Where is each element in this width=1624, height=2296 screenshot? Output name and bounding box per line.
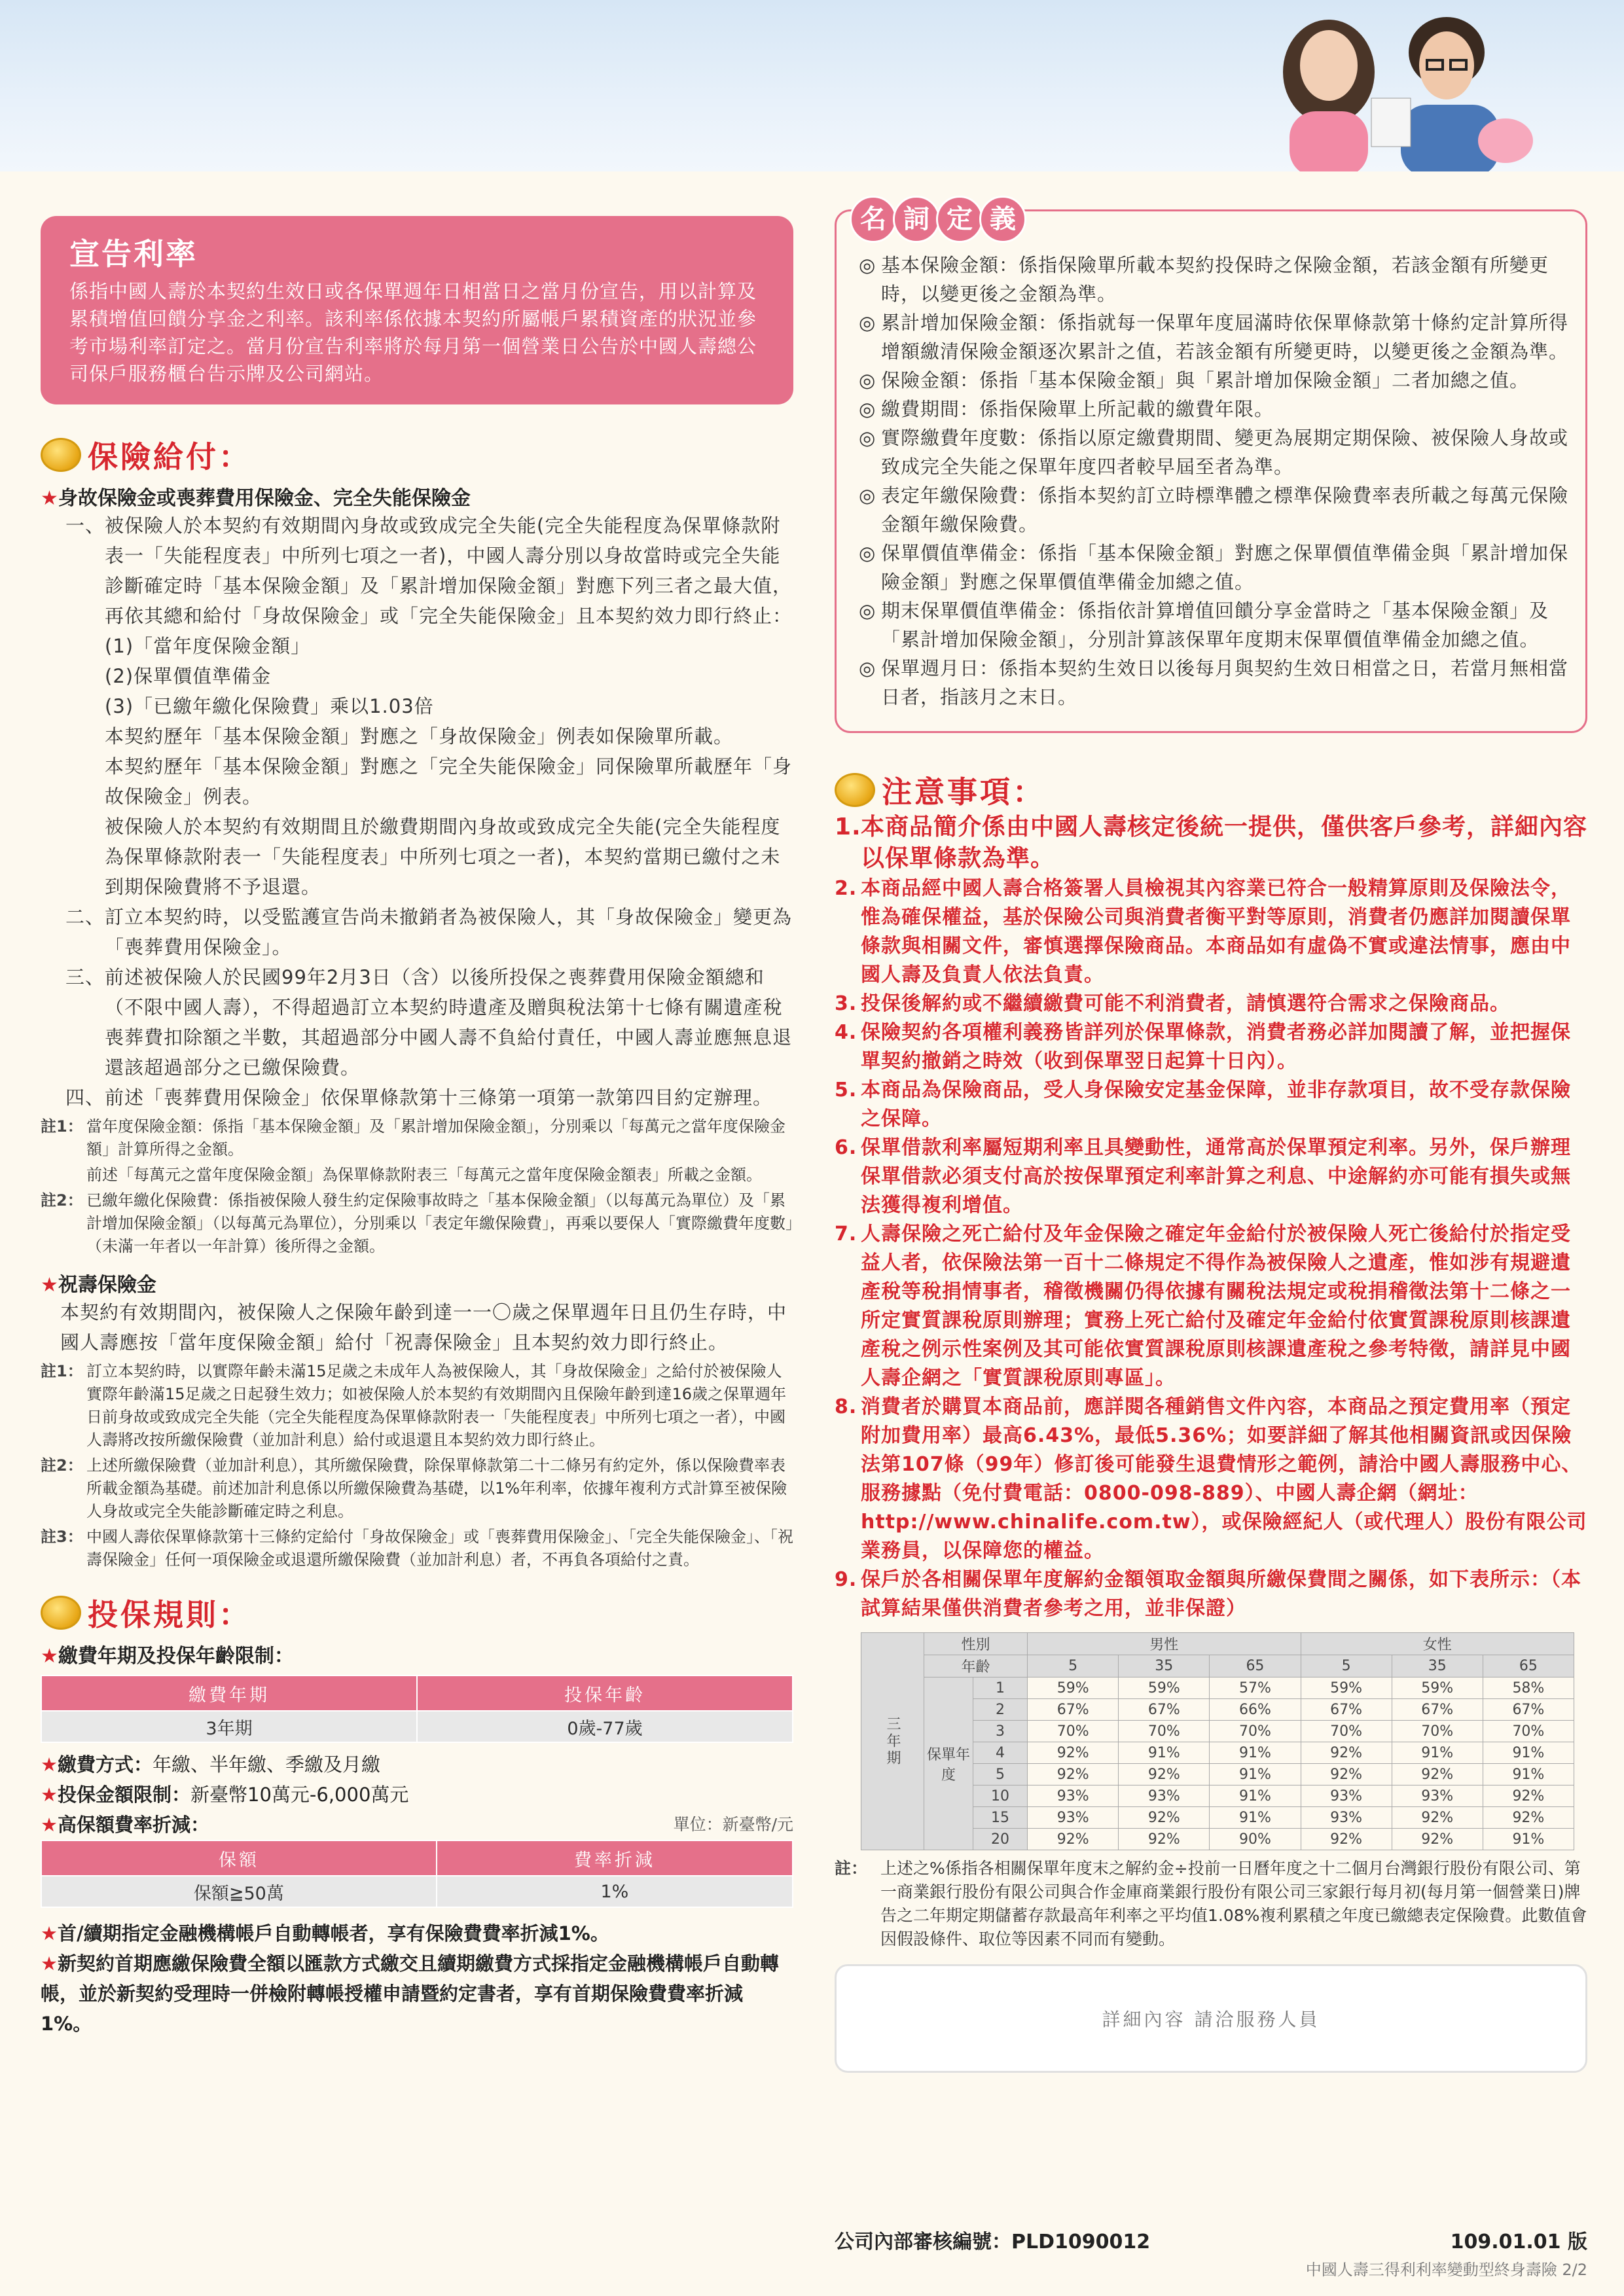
table-row: 保單年度 1 59% 59% 57% 59% 59% 58% bbox=[861, 1677, 1574, 1699]
ratio-table-note: 註： 上述之%係指各相關保單年度末之解約金÷投前一日曆年度之十二個月台灣銀行股份有限公司、第一商業銀行股份有限公司與合作金庫商業銀行股份有限公司三家銀行每月初(每月第一個營業日)牌告之二年期定期儲蓄存款最高年利率之平均值1.08%複利累積之年度已繳總表定保險費。此數值會因假設條件、取位等因素不同而有變動。 bbox=[835, 1859, 1587, 1948]
benefit-subpara: 本契約歷年「基本保險金額」對應之「完全失能保險金」同保險單所載歷年「身故保險金」例表。 bbox=[105, 755, 793, 808]
definition-item: ◎ 表定年繳保險費：係指本契約訂立時標準體之標準保險費率表所載之每萬元保險金額年繳保險費。 bbox=[859, 484, 1569, 535]
table-row: 2 67% 67% 66% 67% 67% 67% bbox=[861, 1699, 1574, 1721]
table-row: 保額≧50萬 1% bbox=[41, 1876, 793, 1907]
notice-item: 6. 保單借款利率屬短期利率且具變動性，通常高於保單預定利率。另外，保戶辦理保單借款必須支付高於按保單預定利率計算之利息、中途解約亦可能有損失或無法獲得複利增值。 bbox=[835, 1136, 1571, 1217]
table-side-label: 三年期 bbox=[861, 1633, 924, 1850]
notice-heading bbox=[835, 768, 1587, 812]
audit-number: 公司內部審核編號：PLD1090012 bbox=[835, 2231, 1151, 2253]
benefit-note: 註1： 當年度保險金額：係指「基本保險金額」及「累計增加保險金額」，分別乘以「每萬元之當年度保險金額」計算所得之金額。 bbox=[41, 1117, 785, 1158]
unit-label: 單位：新臺幣/元 bbox=[673, 1815, 793, 1834]
coin-icon bbox=[41, 438, 81, 472]
notice-item: 3. 投保後解約或不繼續繳費可能不利消費者，請慎選符合需求之保險商品。 bbox=[835, 992, 1510, 1015]
benefit-item-4: 四、 前述「喪葬費用保險金」依保單條款第十三條第一項第一款第四目約定辦理。 bbox=[65, 1086, 773, 1109]
benefits-title: 保險給付： bbox=[88, 439, 251, 475]
notice-item: 8. 消費者於購買本商品前，應詳閱各種銷售文件內容，本商品之預定費用率（預定附加費用率）最高6.43%，最低5.36%；如要詳細了解其他相關資訊或因保險法第107條（99年）修訂後可能發生退費情形之範例，請洽中國人壽服務中心、服務據點（免付費電話：0800-098-889）、中國人壽企網（網址：http://www.chinalife.com.tw），或保險經紀人（或代理人）股份有限公司業務員，以保障您的權益。 bbox=[835, 1395, 1587, 1562]
death-benefit-heading: ★身故保險金或喪葬費用保險金、完全失能保險金 bbox=[41, 487, 471, 510]
notice-item: 7. 人壽保險之死亡給付及年金保險之確定年金給付於被保險人死亡後給付於指定受益人者，依保險法第一百十二條規定不得作為被保險人之遺產，惟如涉有規避遺產稅等稅捐情事者，稽徵機關仍得依據有關稅法規定或稅捐稽徵法第十二條之一所定實質課稅原則辦理；實務上死亡給付及確定年金給付依實質課稅原則核課遺產稅之例示性案例及其可能依實質課稅原則核課遺產稅之參考特徵，請詳見中國人壽企網之「實質課稅原則專區」。 bbox=[835, 1223, 1571, 1390]
declared-rate-box bbox=[41, 216, 793, 404]
benefit-note: 前述「每萬元之當年度保險金額」為保單條款附表三「每萬元之當年度保險金額表」所載之金額。 bbox=[86, 1166, 762, 1184]
star-icon: ★ bbox=[41, 1274, 58, 1297]
table-row: 15 93% 92% 91% 93% 92% 92% bbox=[861, 1807, 1574, 1829]
policy-year-label: 保單年度 bbox=[924, 1677, 973, 1850]
definitions-tag: 名 詞 定 義 bbox=[850, 196, 1022, 243]
period-heading: ★繳費年期及投保年齡限制： bbox=[41, 1645, 294, 1668]
benefit-item-1: 一、 被保險人於本契約有效期間內身故或致成完全失能(完全失能程度為保單條款附表一「失能程度表」中所列七項之一者)，中國人壽分別以身故當時或完全失能診斷確定時「基本保險金額」及「累計增加保險金額」對應下列三者之最大值，再依其總和給付「身故保險金」或「完全失能保險金」且本契約效力即行終止： bbox=[65, 514, 793, 627]
definition-item: ◎ 保單週月日：係指本契約生效日以後每月與契約生效日相當之日，若當月無相當日者，指該月之末日。 bbox=[859, 657, 1569, 708]
definitions-box bbox=[835, 204, 1587, 733]
survival-benefit-heading: ★祝壽保險金 bbox=[41, 1274, 156, 1297]
notice-item: 9. 保戶於各相關保單年度解約金額領取金額與所繳保費間之關係，如下表所示：（本試算結果僅供消費者參考之用，並非保證） bbox=[835, 1568, 1581, 1620]
definition-item: ◎ 期末保單價值準備金：係指依計算增值回饋分享金當時之「基本保險金額」及「累計增加保險金額」，分別計算該保單年度期末保單價值準備金加總之值。 bbox=[859, 600, 1549, 651]
rules-heading bbox=[41, 1591, 793, 1634]
discount-table: 保額 費率折減 保額≧50萬 1% bbox=[41, 1840, 793, 1908]
contact-box: 詳細內容 請洽服務人員 bbox=[835, 1964, 1587, 2073]
table-row: 10 93% 93% 91% 93% 93% 92% bbox=[861, 1785, 1574, 1807]
coin-icon bbox=[41, 1596, 81, 1630]
couple-photo bbox=[1231, 0, 1571, 171]
product-name: 中國人壽三得利利率變動型終身壽險 2/2 bbox=[1305, 2261, 1587, 2279]
discount-heading: ★高保額費率折減： 單位：新臺幣/元 bbox=[41, 1810, 793, 1840]
benefits-heading bbox=[41, 433, 793, 476]
new-contract-discount: ★新契約首期應繳保險費全額以匯款方式繳交且續期繳費方式採指定金融機構帳戶自動轉帳，並於新契約受理時一併檢附轉帳授權申請暨約定書者，享有首期保險費費率折減1%。 bbox=[41, 1952, 780, 2035]
definition-item: ◎ 保險金額：係指「基本保險金額」與「累計增加保險金額」二者加總之值。 bbox=[859, 369, 1530, 391]
left-column bbox=[41, 216, 793, 2039]
notice-item: 1. 本商品簡介係由中國人壽核定後統一提供，僅供客戶參考，詳細內容以保單條款為準。 bbox=[835, 814, 1588, 872]
notice-title: 注意事項： bbox=[882, 774, 1045, 810]
header-banner bbox=[0, 0, 1624, 171]
survival-note: 註1： 訂立本契約時，以實際年齡未滿15足歲之未成年人為被保險人，其「身故保險金」之給付於被保險人實際年齡滿15足歲之日起發生效力；如被保險人於本契約有效期間內且保險年齡到達16歲之保單週年日前身故或致成完全失能（完全失能程度為保單條款附表一「失能程度表」中所列七項之一者），中國人壽將改按所繳保險費（並加計利息）給付或退還且本契約效力即行終止。 bbox=[41, 1362, 787, 1449]
survival-note: 註2： 上述所繳保險費（並加計利息），其所繳保險費，除保單條款第二十二條另有約定外，係以保險費率表所載金額為基礎。前述加計利息係以所繳保險費為基礎，以1%年利率，依據年複利方式計算至被保險人身故或完全失能診斷確定時之利息。 bbox=[41, 1456, 787, 1520]
benefit-subitem: (2)保單價值準備金 bbox=[105, 665, 272, 687]
benefit-item-2: 二、 訂立本契約時，以受監護宣告尚未撤銷者為被保險人，其「身故保險金」變更為「喪葬費用保險金」。 bbox=[65, 906, 793, 958]
benefit-note: 註2： 已繳年繳化保險費：係指被保險人發生約定保險事故時之「基本保險金額」（以每萬元為單位）及「累計增加保險金額」（以每萬元為單位），分別乘以「表定年繳保險費」，再乘以要保人「實際繳費年度數」（未滿一年者以一年計算）後所得之金額。 bbox=[41, 1191, 793, 1255]
table-row: 4 92% 91% 91% 92% 91% 91% bbox=[861, 1742, 1574, 1764]
notice-item: 5. 本商品為保險商品，受人身保險安定基金保障，並非存款項目，故不受存款保險之保障。 bbox=[835, 1079, 1571, 1130]
benefit-subpara: 本契約歷年「基本保險金額」對應之「身故保險金」例表如保險單所載。 bbox=[105, 725, 734, 747]
definition-item: ◎ 累計增加保險金額：係指就每一保單年度屆滿時依保單條款第十條約定計算所得增額繳清保險金額逐次累計之值，若該金額有所變更時，以變更後之金額為準。 bbox=[859, 312, 1569, 363]
surrender-ratio-table: 三年期 性別 男性 女性 年齡 5 35 65 5 35 65 保單年度 1 59% 59% 57% 59% 59% 58% 2 67% 67% 66% 67% 67% 67% 3 70% 70% 70% 70% 70% 70% 4 92% 91% 91% 92% 91% 91% 5 92% 92% 91% 92% 92% 91% 10 93% 93% 91% 93% 93% 92% 15 93% 92% 91% 93% 92% 92% 20 92% 92% 90% 92% 92% 91% bbox=[861, 1632, 1574, 1850]
declared-rate-title: 宣告利率 bbox=[69, 236, 198, 272]
notice-item: 4. 保險契約各項權利義務皆詳列於保單條款，消費者務必詳加閱讀了解，並把握保單契約撤銷之時效（收到保單翌日起算十日內）。 bbox=[835, 1021, 1571, 1073]
star-icon: ★ bbox=[41, 487, 58, 510]
definition-item: ◎ 基本保險金額：係指保險單所載本契約投保時之保險金額，若該金額有所變更時，以變更後之金額為準。 bbox=[859, 254, 1549, 305]
star-icon: ★ bbox=[41, 1645, 58, 1668]
table-row: 20 92% 92% 90% 92% 92% 91% bbox=[861, 1829, 1574, 1850]
benefit-subitem: (1)「當年度保險金額」 bbox=[105, 635, 311, 657]
benefit-item-3: 三、 前述被保險人於民國99年2月3日（含）以後所投保之喪葬費用保險金額總和（不限中國人壽），不得超過訂立本契約時遺產及贈與稅法第十七條有關遺產稅喪葬費扣除額之半數，其超過部分中國人壽不負給付責任，中國人壽並應無息退還該超過部分之已繳保險費。 bbox=[65, 966, 793, 1079]
declared-rate-body: 係指中國人壽於本契約生效日或各保單週年日相當日之當月份宣告，用以計算及累積增值回饋分享金之利率。該利率係依據本契約所屬帳戶累積資產的狀況並參考市場利率訂定之。當月份宣告利率將於每月第一個營業日公告於中國人壽總公司保戶服務櫃台告示牌及公司網站。 bbox=[69, 280, 757, 385]
rules-title: 投保規則： bbox=[88, 1597, 251, 1632]
payment-method: ★繳費方式：年繳、半年繳、季繳及月繳 bbox=[41, 1753, 381, 1776]
coin-icon bbox=[835, 773, 875, 807]
definition-item: ◎ 實際繳費年度數：係指以原定繳費期間、變更為展期定期保險、被保險人身故或致成完全失能之保單年度四者較早屆至者為準。 bbox=[859, 427, 1569, 478]
right-column bbox=[835, 204, 1588, 2073]
period-table: 繳費年期 投保年齡 3年期 0歲-77歲 bbox=[41, 1675, 793, 1743]
version-label: 109.01.01 版 bbox=[1450, 2231, 1587, 2253]
amount-limit: ★投保金額限制：新臺幣10萬元-6,000萬元 bbox=[41, 1784, 409, 1806]
table-row: 3年期 0歲-77歲 bbox=[41, 1711, 793, 1742]
definition-item: ◎ 保單價值準備金：係指「基本保險金額」對應之保單價值準備金與「累計增加保險金額」對應之保單價值準備金加總之值。 bbox=[859, 542, 1569, 593]
notice-item: 2. 本商品經中國人壽合格簽署人員檢視其內容業已符合一般精算原則及保險法令，惟為確保權益，基於保險公司與消費者衡平對等原則，消費者仍應詳加閱讀保單條款與相關文件，審慎選擇保險商品。本商品如有虛偽不實或違法情事，應由中國人壽及負責人依法負責。 bbox=[835, 877, 1571, 986]
survival-note: 註3： 中國人壽依保單條款第十三條約定給付「身故保險金」或「喪葬費用保險金」、「完全失能保險金」、「祝壽保險金」任何一項保險金或退還所繳保險費（並加計利息）者，不再負各項給付之責。 bbox=[41, 1528, 793, 1569]
benefit-subitem: (3)「已繳年繳化保險費」乘以1.03倍 bbox=[105, 695, 434, 717]
auto-transfer-discount: ★首/續期指定金融機構帳戶自動轉帳者，享有保險費費率折減1%。 bbox=[41, 1922, 609, 1945]
table-row: 5 92% 92% 91% 92% 92% 91% bbox=[861, 1764, 1574, 1785]
table-row: 3 70% 70% 70% 70% 70% 70% bbox=[861, 1721, 1574, 1742]
definition-item: ◎ 繳費期間：係指保險單上所記載的繳費年限。 bbox=[859, 398, 1274, 420]
survival-benefit-text: 本契約有效期間內，被保險人之保險年齡到達一一〇歲之保單週年日且仍生存時，中國人壽應按「當年度保險金額」給付「祝壽保險金」且本契約效力即行終止。 bbox=[60, 1301, 787, 1354]
benefit-subpara: 被保險人於本契約有效期間且於繳費期間內身故或致成完全失能(完全失能程度為保單條款附表一「失能程度表」中所列七項之一者)，本契約當期已繳付之未到期保險費將不予退還。 bbox=[105, 816, 781, 898]
footer bbox=[835, 2225, 1587, 2280]
